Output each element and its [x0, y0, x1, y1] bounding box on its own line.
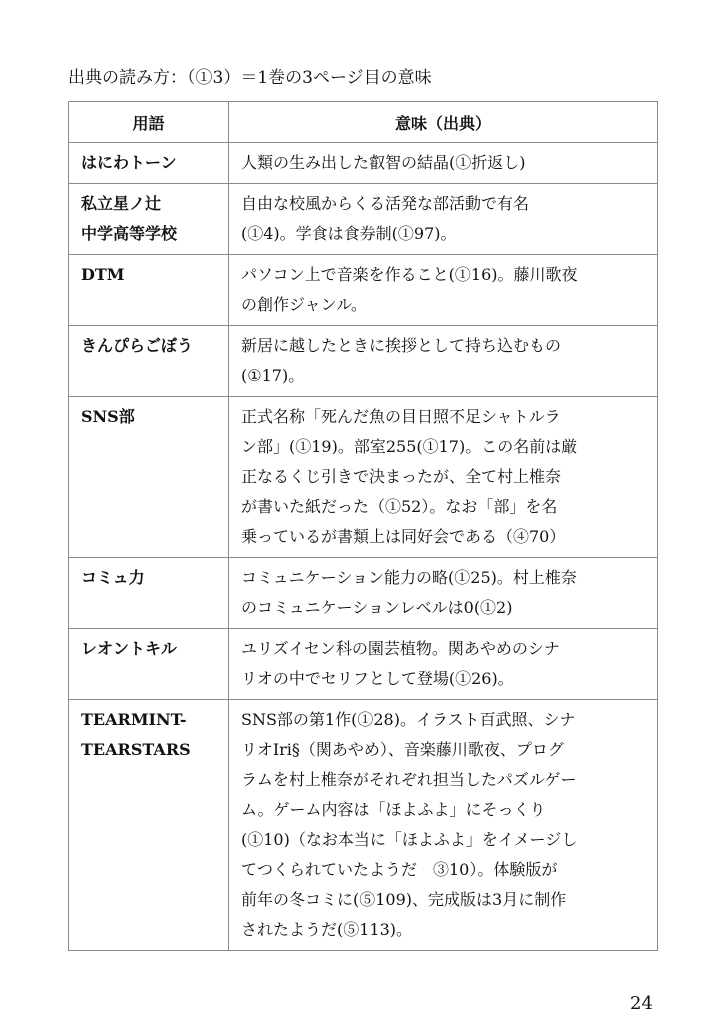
definition-line: ン部」(①19)。部室255(①17)。この名前は厳 [241, 437, 578, 456]
definition-line: されたようだ(⑤113)。 [241, 920, 413, 939]
table-row [69, 397, 658, 558]
header-definition: 意味（出典） [229, 102, 658, 143]
table-row [69, 558, 658, 629]
definition-cell [229, 143, 658, 184]
definition-line: リオIri§（関あやめ）、音楽藤川歌夜、プログ [241, 740, 564, 759]
table-row [69, 629, 658, 700]
term-line: レオントキル [81, 639, 177, 658]
definition-cell [229, 397, 658, 558]
definition-cell [229, 184, 658, 255]
definition-line: てつくられていたようだ ③10）。体験版が [241, 860, 558, 879]
table-row [69, 700, 658, 951]
definition-line: SNS部の第1作(①28)。イラスト百武照、シナ [241, 710, 576, 729]
definition-cell [229, 629, 658, 700]
definition-line: が書いた紙だった（①52）。なお「部」を名 [241, 497, 558, 516]
definition-cell [229, 326, 658, 397]
term-cell [69, 326, 229, 397]
definition-line: 人類の生み出した叡智の結晶(①折返し) [241, 153, 526, 172]
table-row [69, 184, 658, 255]
glossary-table [68, 101, 658, 951]
definition-line: ユリズイセン科の園芸植物。関あやめのシナ [241, 639, 560, 658]
definition-line: のコミュニケーションレベルは0(①2) [241, 598, 513, 617]
header-term: 用語 [69, 102, 229, 143]
term-line: 中学高等学校 [81, 224, 178, 243]
term-cell [69, 558, 229, 629]
table-row [69, 255, 658, 326]
definition-line: (①10)（なお本当に「ほよふよ」をイメージし [241, 830, 578, 849]
definition-line: (①4)。学食は食券制(①97)。 [241, 224, 457, 243]
source-legend: 出典の読み方：（①3）＝1巻の3ページ目の意味 [68, 68, 432, 88]
term-line: はにわトーン [81, 153, 177, 172]
table-row [69, 326, 658, 397]
definition-line: パソコン上で音楽を作ること(①16)。藤川歌夜 [241, 265, 578, 284]
definition-line: の創作ジャンル。 [241, 295, 368, 314]
definition-cell [229, 255, 658, 326]
definition-line: (①17)。 [241, 366, 305, 385]
term-cell [69, 397, 229, 558]
definition-line: ラムを村上椎奈がそれぞれ担当したパズルゲー [241, 770, 577, 789]
term-cell [69, 629, 229, 700]
term-line: TEARMINT- [81, 710, 187, 729]
term-line: 私立星ノ辻 [81, 194, 162, 213]
term-line: きんぴらごぼう [81, 336, 194, 355]
table-row [69, 143, 658, 184]
definition-line: ム。ゲーム内容は「ほよふよ」にそっくり [241, 800, 546, 819]
page-number: 24 [630, 993, 653, 1014]
term-line: TEARSTARS [81, 740, 191, 759]
definition-line: 前年の冬コミに(⑤109)、完成版は3月に制作 [241, 890, 567, 909]
table-header-row [69, 102, 658, 143]
term-cell [69, 143, 229, 184]
definition-line: 正なるくじ引きで決まったが、全て村上椎奈 [241, 467, 562, 486]
definition-cell [229, 700, 658, 951]
term-line: DTM [81, 265, 125, 284]
definition-line: 自由な校風からくる活発な部活動で有名 [241, 194, 530, 213]
definition-line: コミュニケーション能力の略(①25)。村上椎奈 [241, 568, 577, 587]
term-cell [69, 184, 229, 255]
term-cell [69, 255, 229, 326]
definition-line: リオの中でセリフとして登場(①26)。 [241, 669, 514, 688]
term-cell [69, 700, 229, 951]
definition-line: 乗っているが書類上は同好会である（④70） [241, 527, 566, 546]
term-line: コミュ力 [81, 568, 145, 587]
definition-line: 正式名称「死んだ魚の目日照不足シャトルラ [241, 407, 561, 426]
definition-cell [229, 558, 658, 629]
definition-line: 新居に越したときに挨拶として持ち込むもの [241, 336, 562, 355]
term-line: SNS部 [81, 407, 135, 426]
